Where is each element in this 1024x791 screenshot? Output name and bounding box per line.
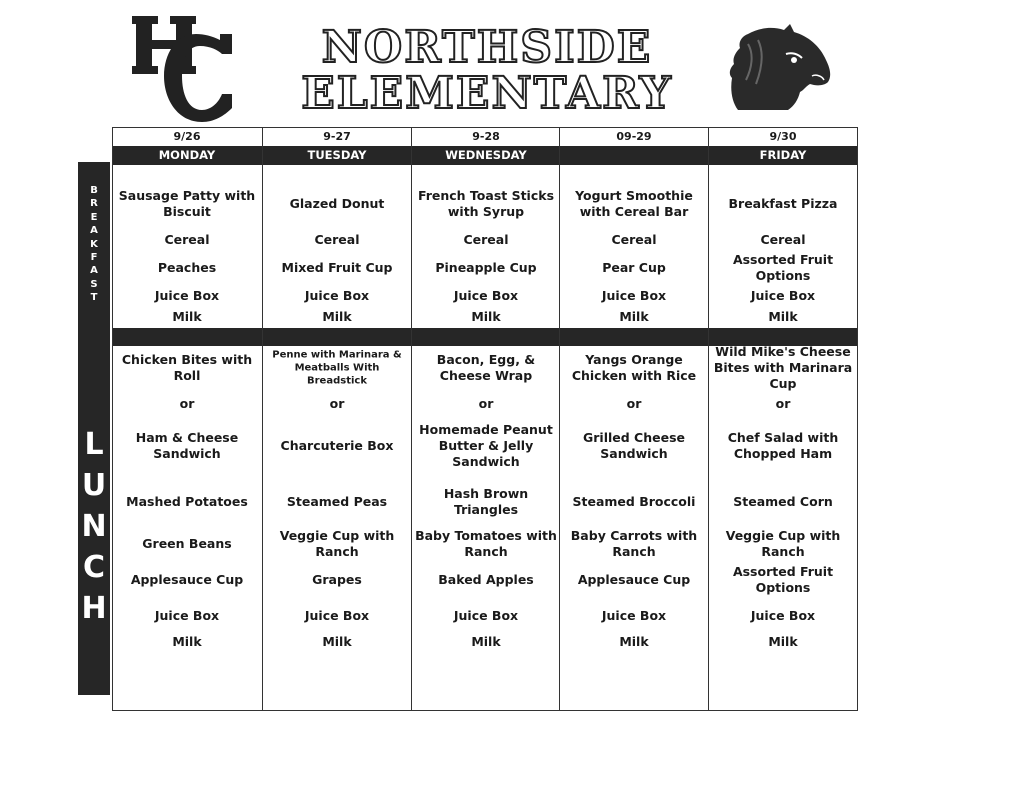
breakfast-item: Sausage Patty with Biscuit: [118, 188, 256, 219]
breakfast-item: Milk: [619, 309, 649, 324]
breakfast-item: Juice Box: [304, 288, 370, 303]
breakfast-item: French Toast Sticks with Syrup: [417, 188, 555, 219]
lunch-item: Bacon, Egg, & Cheese Wrap: [436, 352, 536, 383]
day-date: 9/30: [769, 130, 797, 143]
lunch-item: or: [775, 396, 791, 411]
lunch-item: Hash Brown Triangles: [443, 486, 529, 517]
lunch-item: Milk: [768, 634, 798, 649]
lunch-item: Applesauce Cup: [130, 572, 244, 587]
breakfast-item: Juice Box: [453, 288, 519, 303]
breakfast-item: Juice Box: [154, 288, 220, 303]
lunch-item: Veggie Cup with Ranch: [725, 528, 841, 559]
breakfast-item: Juice Box: [750, 288, 816, 303]
lunch-item: or: [179, 396, 195, 411]
meal-section-sidebar: [78, 162, 110, 695]
day-date: 9-27: [323, 130, 351, 143]
day-column: [560, 128, 708, 710]
breakfast-item: Cereal: [463, 232, 509, 247]
school-name-line2: ELEMENTARY: [301, 68, 673, 119]
lunch-item: Grapes: [312, 572, 362, 587]
lunch-item: or: [478, 396, 494, 411]
day-column: [263, 128, 411, 710]
day-name: WEDNESDAY: [445, 148, 527, 162]
lunch-item: Milk: [619, 634, 649, 649]
breakfast-item: Milk: [768, 309, 798, 324]
lunch-item: Milk: [322, 634, 352, 649]
breakfast-item: Yogurt Smoothie with Cereal Bar: [575, 188, 693, 219]
lunch-item: Charcuterie Box: [280, 438, 394, 453]
lunch-item: Milk: [471, 634, 501, 649]
lunch-item: Juice Box: [453, 608, 519, 623]
breakfast-item: Juice Box: [601, 288, 667, 303]
day-date: 09-29: [616, 130, 652, 143]
lunch-section-label: L U N C H: [81, 427, 107, 626]
lunch-item: Chicken Bites with Roll: [121, 352, 253, 383]
day-column: [709, 128, 857, 710]
lunch-item: Milk: [172, 634, 202, 649]
school-monogram-logo: [132, 14, 244, 126]
day-name: MONDAY: [158, 148, 216, 162]
lunch-item: Ham & Cheese Sandwich: [135, 430, 239, 461]
breakfast-item: Milk: [172, 309, 202, 324]
breakfast-item: Pear Cup: [602, 260, 666, 275]
lunch-item: Baby Tomatoes with Ranch: [415, 528, 557, 559]
lunch-item: Applesauce Cup: [577, 572, 691, 587]
breakfast-item: Milk: [471, 309, 501, 324]
breakfast-item: Milk: [322, 309, 352, 324]
lunch-item: Assorted Fruit Options: [732, 564, 834, 595]
day-date: 9-28: [472, 130, 500, 143]
breakfast-section-label: B R E A K F A S T: [90, 185, 98, 304]
lunch-item: Homemade Peanut Butter & Jelly Sandwich: [419, 422, 553, 469]
day-column: [412, 128, 560, 710]
lunch-item: Steamed Broccoli: [572, 494, 696, 509]
mustang-mascot-icon: [728, 24, 834, 114]
lunch-item: Mashed Potatoes: [126, 494, 248, 509]
lunch-item: Grilled Cheese Sandwich: [582, 430, 685, 461]
lunch-item: Juice Box: [154, 608, 220, 623]
lunch-item: Steamed Corn: [733, 494, 833, 509]
lunch-item: Baked Apples: [438, 572, 534, 587]
breakfast-item: Peaches: [157, 260, 217, 275]
breakfast-item: Glazed Donut: [289, 196, 385, 211]
lunch-item: Juice Box: [304, 608, 370, 623]
breakfast-item: Cereal: [314, 232, 360, 247]
day-date: 9/26: [173, 130, 201, 143]
breakfast-item: Pineapple Cup: [435, 260, 537, 275]
lunch-item: Yangs Orange Chicken with Rice: [571, 352, 697, 383]
school-name-line1: NORTHSIDE: [321, 22, 653, 73]
lunch-item: Penne with Marinara & Meatballs With Breadstick: [272, 349, 402, 387]
lunch-item: Green Beans: [142, 536, 232, 551]
breakfast-item: Cereal: [164, 232, 210, 247]
lunch-item: or: [329, 396, 345, 411]
lunch-item: or: [626, 396, 642, 411]
day-name: TUESDAY: [307, 148, 367, 162]
lunch-item: Juice Box: [750, 608, 816, 623]
lunch-item: Baby Carrots with Ranch: [570, 528, 698, 559]
lunch-item: Veggie Cup with Ranch: [279, 528, 395, 559]
breakfast-item: Assorted Fruit Options: [732, 252, 834, 283]
weekly-menu-table: [112, 127, 858, 711]
lunch-item: Chef Salad with Chopped Ham: [727, 430, 839, 461]
breakfast-item: Mixed Fruit Cup: [281, 260, 393, 275]
breakfast-item: Breakfast Pizza: [728, 196, 838, 211]
lunch-item: Juice Box: [601, 608, 667, 623]
lunch-item: Wild Mike's Cheese Bites with Marinara Cup: [713, 344, 853, 391]
breakfast-item: Cereal: [611, 232, 657, 247]
day-name: FRIDAY: [759, 148, 807, 162]
lunch-item: Steamed Peas: [286, 494, 388, 509]
breakfast-item: Cereal: [760, 232, 806, 247]
day-column: [113, 128, 261, 710]
